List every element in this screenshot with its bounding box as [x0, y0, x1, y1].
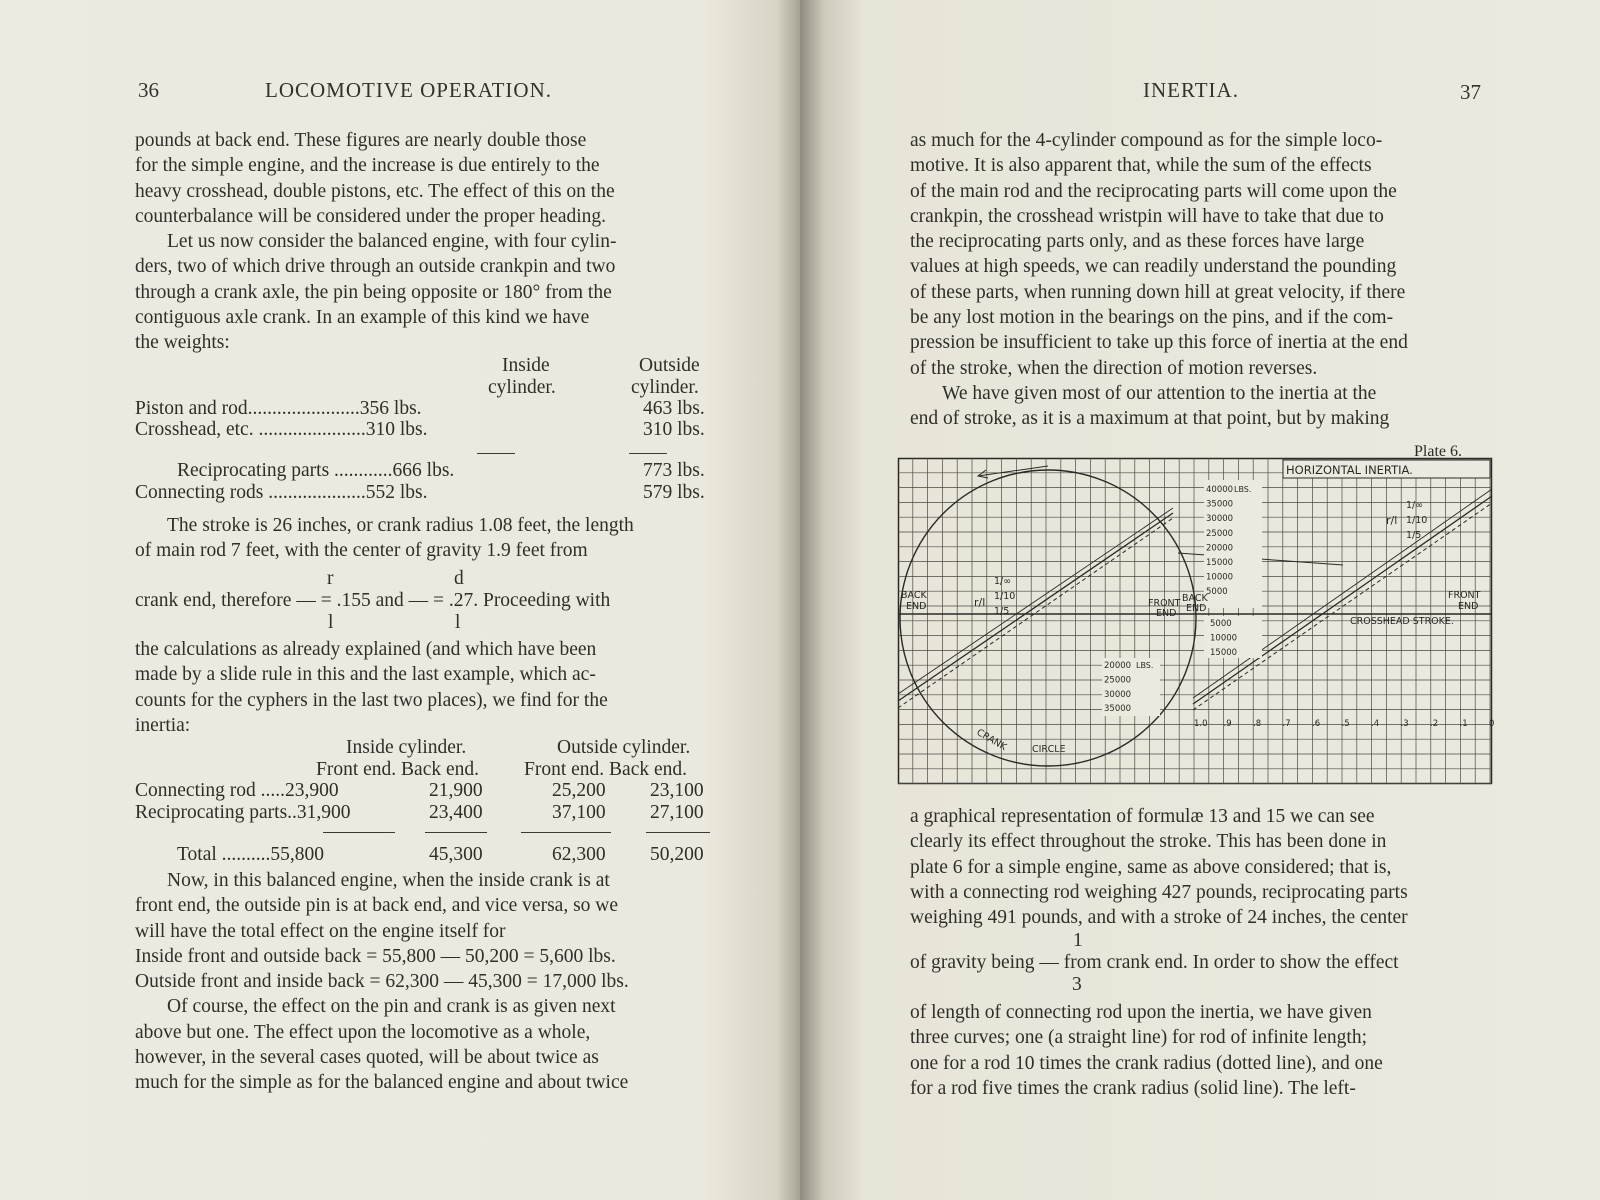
label-back-end: END	[1186, 603, 1207, 614]
fraction-numerator: 1	[1073, 930, 1083, 951]
label-ratio: 1/5	[1406, 530, 1422, 541]
page-number: 37	[1460, 80, 1481, 104]
label-r-over-l: r/l	[1386, 514, 1398, 527]
text-line: for the simple engine, and the increase is due entirely to the	[135, 155, 600, 177]
table-row: Crosshead, etc. ......................310 lbs.	[135, 419, 428, 440]
text-line: made by a slide rule in this and the last example, which ac-	[135, 664, 596, 686]
fraction-block	[910, 930, 1485, 1000]
label-ratio: 1/∞	[1406, 500, 1424, 511]
running-head: LOCOMOTIVE OPERATION.	[265, 78, 552, 102]
scale-label-mid: 5000	[1210, 619, 1232, 629]
intro-paragraph	[135, 128, 710, 356]
table-row: Reciprocating parts ............666 lbs.	[177, 460, 455, 481]
table-header: cylinder.	[488, 377, 556, 398]
text-line: counterbalance will be considered under the proper heading.	[135, 205, 607, 227]
scale-label-upper: 15000	[1206, 558, 1234, 568]
text-line: for a rod five times the crank radius (solid line). The left-	[910, 1077, 1356, 1099]
fraction-denominator: 3	[1072, 974, 1082, 995]
table-cell: 45,300	[429, 844, 483, 865]
table-cell: 25,200	[552, 780, 606, 801]
table-row: Connecting rod .....23,900	[135, 780, 339, 801]
stroke-tick-label: .5	[1341, 719, 1350, 729]
text-line: of main rod 7 feet, with the center of gravity 1.9 feet from	[135, 540, 588, 562]
text-line: counts for the cyphers in the last two places), we find for the	[135, 689, 608, 711]
text-line: end of stroke, as it is a maximum at that point, but by making	[910, 408, 1390, 430]
stroke-tick-label: .3	[1400, 719, 1409, 729]
text-line: crankpin, the crosshead wristpin will have to take that due to	[910, 205, 1384, 227]
page-number: 36	[138, 78, 159, 102]
crank-circle	[900, 470, 1196, 766]
table-cell: 62,300	[552, 844, 606, 865]
text-line: Let us now consider the balanced engine, with four cylin-	[167, 231, 617, 253]
text-line: values at high speeds, we can readily understand the pounding	[910, 256, 1397, 278]
text-line: be any lost motion in the bearings on the pins, and if the com-	[910, 307, 1394, 329]
formula-block	[135, 568, 715, 638]
scale-label-upper: 25000	[1206, 528, 1234, 539]
table-header: Outside cylinder.	[557, 737, 691, 758]
table-header: Inside cylinder.	[346, 737, 467, 758]
text-line: contiguous axle crank. In an example of this kind we have	[135, 307, 590, 329]
table-rule	[629, 453, 667, 454]
table-rule	[323, 832, 395, 833]
table-cell: 27,100	[650, 802, 704, 823]
paragraph-calculations	[135, 637, 710, 738]
label-back-end: BACK	[1182, 593, 1208, 604]
diagram-title: HORIZONTAL INERTIA.	[1286, 463, 1413, 477]
stroke-tick-label: .1	[1459, 719, 1468, 729]
scale-label-upper: 20000	[1206, 543, 1234, 554]
table-cell: 463 lbs.	[643, 398, 705, 419]
text-line: with a connecting rod weighing 427 pounds, reciprocating parts	[910, 881, 1408, 903]
label-front-end: FRONT	[1448, 590, 1481, 601]
text-line: as much for the 4-cylinder compound as for the simple loco-	[910, 130, 1383, 151]
scale-label-upper: 40000	[1206, 485, 1234, 495]
text-line: weighing 491 pounds, and with a stroke of 24 inches, the center	[910, 907, 1408, 929]
text-line: The stroke is 26 inches, or crank radius 1.08 feet, the length	[167, 515, 634, 536]
formula-numerator: d	[454, 568, 464, 589]
scale-label-lower: 25000	[1104, 675, 1132, 686]
text-line: front end, the outside pin is at back end, and vice versa, so we	[135, 895, 619, 917]
scale-label-upper: 30000	[1206, 514, 1234, 525]
table-cell: 23,100	[650, 780, 704, 801]
label-crank: CRANK	[974, 727, 1009, 753]
stroke-tick-label: 0	[1489, 719, 1495, 729]
paragraph-inertia	[910, 128, 1481, 432]
label-ratio: 1/5	[994, 606, 1010, 617]
text-line: We have given most of our attention to the inertia at the	[942, 382, 1377, 404]
text-line: clearly its effect throughout the stroke. This has been done in	[910, 831, 1387, 853]
scale-unit-upper: LBS.	[1234, 485, 1252, 494]
text-line: a graphical representation of formulæ 13 and 15 we can see	[910, 806, 1375, 827]
table-cell: 37,100	[552, 802, 606, 823]
table-header: Inside	[502, 355, 550, 376]
table-rule	[646, 832, 710, 833]
table-rule	[425, 832, 487, 833]
table-row: Connecting rods ....................552 lbs.	[135, 482, 428, 503]
paragraph-balanced-engine	[135, 868, 710, 1096]
table-header: Front end. Back end.	[524, 759, 688, 780]
text-line: of these parts, when running down hill at great velocity, if there	[910, 281, 1406, 303]
plate-label: Plate 6.	[1414, 443, 1462, 460]
formula-denominator: l	[455, 612, 461, 633]
scale-label-upper: 10000	[1206, 572, 1234, 583]
label-ratio: 1/10	[1406, 515, 1428, 526]
text-line: the calculations as already explained (and which have been	[135, 639, 597, 660]
text-line: the weights:	[135, 332, 230, 354]
weights-table	[135, 353, 715, 513]
table-cell: 310 lbs.	[643, 419, 705, 440]
scale-label-upper: 5000	[1206, 587, 1228, 598]
label-ratio: 1/10	[994, 591, 1016, 602]
text-line: inertia:	[135, 714, 191, 736]
label-front-end: END	[1458, 601, 1479, 612]
text-line: Now, in this balanced engine, when the inside crank is at	[167, 870, 610, 891]
text-line: however, in the several cases quoted, will be about twice as	[135, 1047, 599, 1069]
text-line: Inside front and outside back = 55,800 — 50,200 = 5,600 lbs.	[135, 945, 616, 967]
table-header: Front end. Back end.	[316, 759, 480, 780]
scale-unit-lower: LBS.	[1136, 661, 1154, 670]
stroke-tick-label: .7	[1282, 719, 1291, 729]
text-line: above but one. The effect upon the locomotive as a whole,	[135, 1021, 591, 1043]
text-line: pounds at back end. These figures are nearly double those	[135, 130, 587, 151]
stroke-tick-label: .4	[1371, 719, 1380, 729]
table-row: Piston and rod.......................356 lbs.	[135, 398, 422, 419]
table-header: Outside	[639, 355, 700, 376]
text-line: heavy crosshead, double pistons, etc. The effect of this on the	[135, 180, 615, 202]
table-rule	[477, 453, 515, 454]
running-head: INERTIA.	[1143, 78, 1239, 102]
text-line: three curves; one (a straight line) for rod of infinite length;	[910, 1027, 1368, 1049]
table-header: cylinder.	[631, 377, 699, 398]
table-cell: 50,200	[650, 844, 704, 865]
inertia-table	[135, 737, 715, 867]
horizontal-inertia-diagram	[898, 458, 1495, 784]
text-line: Of course, the effect on the pin and crank is as given next	[167, 996, 616, 1018]
text-line: will have the total effect on the engine itself for	[135, 920, 506, 942]
diagram-svg	[898, 458, 1495, 784]
scale-label-mid: 10000	[1210, 633, 1238, 644]
text-line: the reciprocating parts only, and as these forces have large	[910, 231, 1365, 253]
table-rule	[521, 832, 611, 833]
text-line: much for the simple as for the balanced engine and about twice	[135, 1072, 629, 1094]
text-line: through a crank axle, the pin being opposite or 180° from the	[135, 281, 612, 303]
table-cell: 579 lbs.	[643, 482, 705, 503]
label-front-end: END	[1156, 608, 1177, 619]
stroke-tick-label: .2	[1430, 719, 1439, 729]
label-front-end: FRONT	[1148, 598, 1181, 609]
stroke-tick-label: .6	[1312, 719, 1321, 729]
scale-label-lower: 30000	[1104, 689, 1132, 700]
formula-line: crank end, therefore — = .155 and — = .27. Proceeding with	[135, 590, 611, 611]
text-line: Outside front and inside back = 62,300 — 45,300 = 17,000 lbs.	[135, 971, 629, 993]
table-cell: 21,900	[429, 780, 483, 801]
scale-label-upper: 35000	[1206, 499, 1234, 510]
text-line: motive. It is also apparent that, while the sum of the effects	[910, 155, 1372, 177]
text-line: ders, two of which drive through an outside crankpin and two	[135, 256, 616, 278]
label-crosshead-stroke: CROSSHEAD STROKE.	[1350, 616, 1454, 627]
text-line: of the main rod and the reciprocating parts will come upon the	[910, 180, 1397, 202]
formula-denominator: l	[328, 612, 334, 633]
fraction-line: of gravity being — from crank end. In order to show the effect	[910, 952, 1399, 973]
paragraph-curves	[910, 1000, 1481, 1101]
text-line: one for a rod 10 times the crank radius (dotted line), and one	[910, 1052, 1383, 1074]
text-line: of length of connecting rod upon the inertia, we have given	[910, 1002, 1372, 1023]
table-cell: 773 lbs.	[643, 460, 705, 481]
label-r-over-l: r/l	[974, 596, 986, 609]
label-ratio: 1/∞	[994, 576, 1012, 587]
label-back-end: END	[906, 601, 927, 612]
paragraph-stroke	[135, 513, 710, 564]
table-cell: 23,400	[429, 802, 483, 823]
label-circle: CIRCLE	[1032, 744, 1066, 755]
scale-label-mid: 15000	[1210, 648, 1238, 659]
stroke-tick-label: .9	[1223, 719, 1232, 729]
table-row: Reciprocating parts..31,900	[135, 802, 351, 823]
text-line: of the stroke, when the direction of motion reverses.	[910, 357, 1318, 379]
formula-numerator: r	[327, 568, 334, 589]
label-back-end: BACK	[901, 590, 927, 601]
stroke-tick-label: .8	[1253, 719, 1262, 729]
text-line: pression be insufficient to take up this force of inertia at the end	[910, 332, 1408, 354]
scale-label-lower: 35000	[1104, 704, 1132, 715]
text-line: plate 6 for a simple engine, same as above considered; that is,	[910, 856, 1392, 878]
table-row: Total ..........55,800	[177, 844, 325, 865]
stroke-tick-label: 1.0	[1194, 719, 1208, 729]
paragraph-graphical	[910, 804, 1481, 930]
scale-label-lower: 20000	[1104, 661, 1132, 671]
